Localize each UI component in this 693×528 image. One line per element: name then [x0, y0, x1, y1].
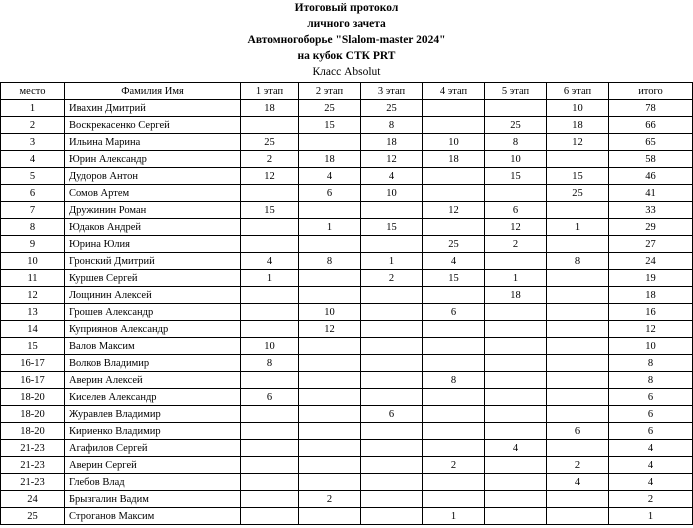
- table-row: [1, 321, 693, 338]
- stage-4-cell: [423, 219, 485, 236]
- stage-5-cell: 15: [485, 168, 547, 185]
- table-row: [1, 474, 693, 491]
- stage-2-cell: [299, 423, 361, 440]
- stage-2-cell: 1: [299, 219, 361, 236]
- stage-6-cell: [547, 151, 609, 168]
- stage-6-cell: 15: [547, 168, 609, 185]
- stage-4-cell: 6: [423, 304, 485, 321]
- name-cell: Гронский Дмитрий: [65, 253, 241, 270]
- stage-5-cell: [485, 355, 547, 372]
- stage-1-cell: 25: [241, 134, 299, 151]
- stage-6-cell: [547, 338, 609, 355]
- stage-2-cell: [299, 355, 361, 372]
- place-cell: 18-20: [1, 389, 65, 406]
- total-cell: 6: [609, 389, 693, 406]
- place-cell: 8: [1, 219, 65, 236]
- total-cell: 1: [609, 508, 693, 525]
- stage-3-cell: 25: [361, 100, 423, 117]
- stage-5-cell: [485, 389, 547, 406]
- total-cell: 33: [609, 202, 693, 219]
- total-cell: 41: [609, 185, 693, 202]
- stage-3-cell: 2: [361, 270, 423, 287]
- name-cell: Кириенко Владимир: [65, 423, 241, 440]
- place-cell: 11: [1, 270, 65, 287]
- stage-4-cell: 18: [423, 151, 485, 168]
- total-cell: 6: [609, 406, 693, 423]
- stage-1-cell: [241, 406, 299, 423]
- stage-2-cell: [299, 338, 361, 355]
- stage-5-cell: 12: [485, 219, 547, 236]
- stage-3-cell: [361, 508, 423, 525]
- total-cell: 4: [609, 457, 693, 474]
- stage-3-cell: [361, 304, 423, 321]
- stage-5-cell: [485, 321, 547, 338]
- stage-3-cell: [361, 355, 423, 372]
- stage-1-cell: 10: [241, 338, 299, 355]
- name-cell: Сомов Артем: [65, 185, 241, 202]
- place-cell: 21-23: [1, 440, 65, 457]
- name-cell: Валов Максим: [65, 338, 241, 355]
- place-cell: 7: [1, 202, 65, 219]
- total-cell: 66: [609, 117, 693, 134]
- place-cell: 16-17: [1, 372, 65, 389]
- name-cell: Юдаков Андрей: [65, 219, 241, 236]
- stage-2-cell: 12: [299, 321, 361, 338]
- name-cell: Брызгалин Вадим: [65, 491, 241, 508]
- name-cell: Юрина Юлия: [65, 236, 241, 253]
- stage-2-cell: [299, 236, 361, 253]
- stage-5-cell: [485, 185, 547, 202]
- table-row: [1, 236, 693, 253]
- stage-2-cell: 15: [299, 117, 361, 134]
- stage-4-cell: 4: [423, 253, 485, 270]
- stage-1-cell: [241, 304, 299, 321]
- place-cell: 21-23: [1, 474, 65, 491]
- stage-5-cell: [485, 406, 547, 423]
- stage-6-cell: 25: [547, 185, 609, 202]
- stage-3-cell: [361, 202, 423, 219]
- stage-2-cell: [299, 202, 361, 219]
- title-line-1: Итоговый протокол: [294, 2, 399, 14]
- stage-3-cell: 12: [361, 151, 423, 168]
- total-cell: 29: [609, 219, 693, 236]
- table-row: [1, 372, 693, 389]
- stage-4-cell: 25: [423, 236, 485, 253]
- stage-5-cell: [485, 491, 547, 508]
- stage-1-cell: 15: [241, 202, 299, 219]
- stage-5-cell: 18: [485, 287, 547, 304]
- table-row: [1, 355, 693, 372]
- stage-2-cell: [299, 508, 361, 525]
- stage-3-cell: 1: [361, 253, 423, 270]
- col-place: место: [1, 83, 65, 100]
- stage-3-cell: 6: [361, 406, 423, 423]
- stage-5-cell: [485, 338, 547, 355]
- stage-2-cell: [299, 457, 361, 474]
- table-row: [1, 406, 693, 423]
- total-cell: 58: [609, 151, 693, 168]
- table-row: [1, 338, 693, 355]
- stage-4-cell: [423, 321, 485, 338]
- stage-2-cell: [299, 134, 361, 151]
- name-cell: Куприянов Александр: [65, 321, 241, 338]
- stage-4-cell: [423, 100, 485, 117]
- stage-5-cell: 4: [485, 440, 547, 457]
- stage-4-cell: [423, 117, 485, 134]
- stage-5-cell: [485, 457, 547, 474]
- name-cell: Лощинин Алексей: [65, 287, 241, 304]
- col-stage-3: 3 этап: [361, 83, 423, 100]
- stage-3-cell: [361, 321, 423, 338]
- stage-4-cell: [423, 287, 485, 304]
- stage-1-cell: 18: [241, 100, 299, 117]
- stage-3-cell: [361, 389, 423, 406]
- stage-6-cell: [547, 508, 609, 525]
- stage-5-cell: 1: [485, 270, 547, 287]
- stage-4-cell: [423, 185, 485, 202]
- stage-2-cell: 4: [299, 168, 361, 185]
- stage-2-cell: [299, 440, 361, 457]
- table-row: [1, 219, 693, 236]
- stage-5-cell: [485, 372, 547, 389]
- total-cell: 24: [609, 253, 693, 270]
- col-stage-6: 6 этап: [547, 83, 609, 100]
- stage-5-cell: [485, 304, 547, 321]
- stage-1-cell: [241, 491, 299, 508]
- stage-5-cell: 2: [485, 236, 547, 253]
- class-label: Класс Absolut: [312, 66, 381, 78]
- stage-1-cell: [241, 457, 299, 474]
- stage-1-cell: [241, 321, 299, 338]
- name-cell: Аверин Сергей: [65, 457, 241, 474]
- stage-3-cell: 10: [361, 185, 423, 202]
- stage-2-cell: 2: [299, 491, 361, 508]
- stage-2-cell: [299, 372, 361, 389]
- stage-4-cell: [423, 491, 485, 508]
- table-row: [1, 423, 693, 440]
- name-cell: Глебов Влад: [65, 474, 241, 491]
- table-row: [1, 134, 693, 151]
- stage-3-cell: 4: [361, 168, 423, 185]
- stage-2-cell: 6: [299, 185, 361, 202]
- stage-1-cell: 6: [241, 389, 299, 406]
- stage-4-cell: 12: [423, 202, 485, 219]
- stage-3-cell: [361, 457, 423, 474]
- table-row: [1, 508, 693, 525]
- place-cell: 25: [1, 508, 65, 525]
- name-cell: Аверин Алексей: [65, 372, 241, 389]
- col-stage-2: 2 этап: [299, 83, 361, 100]
- table-row: [1, 117, 693, 134]
- table-row: [1, 253, 693, 270]
- stage-6-cell: 8: [547, 253, 609, 270]
- stage-1-cell: [241, 219, 299, 236]
- stage-6-cell: [547, 389, 609, 406]
- stage-6-cell: 4: [547, 474, 609, 491]
- stage-1-cell: [241, 423, 299, 440]
- stage-3-cell: [361, 287, 423, 304]
- stage-6-cell: 10: [547, 100, 609, 117]
- place-cell: 13: [1, 304, 65, 321]
- place-cell: 24: [1, 491, 65, 508]
- col-total: итого: [609, 83, 693, 100]
- name-cell: Ивахин Дмитрий: [65, 100, 241, 117]
- stage-4-cell: 15: [423, 270, 485, 287]
- place-cell: 2: [1, 117, 65, 134]
- place-cell: 1: [1, 100, 65, 117]
- title-line-3: Автомногоборье "Slalom-master 2024": [247, 34, 446, 46]
- table-row: [1, 389, 693, 406]
- stage-6-cell: [547, 321, 609, 338]
- place-cell: 14: [1, 321, 65, 338]
- stage-6-cell: 18: [547, 117, 609, 134]
- name-cell: Куршев Сергей: [65, 270, 241, 287]
- stage-6-cell: 6: [547, 423, 609, 440]
- stage-1-cell: [241, 474, 299, 491]
- table-row: [1, 151, 693, 168]
- name-cell: Дудоров Антон: [65, 168, 241, 185]
- stage-1-cell: [241, 117, 299, 134]
- col-stage-4: 4 этап: [423, 83, 485, 100]
- total-cell: 46: [609, 168, 693, 185]
- place-cell: 16-17: [1, 355, 65, 372]
- total-cell: 19: [609, 270, 693, 287]
- total-cell: 10: [609, 338, 693, 355]
- place-cell: 21-23: [1, 457, 65, 474]
- stage-6-cell: [547, 304, 609, 321]
- stage-4-cell: [423, 423, 485, 440]
- stage-4-cell: [423, 474, 485, 491]
- table-row: [1, 270, 693, 287]
- name-cell: Киселев Александр: [65, 389, 241, 406]
- stage-1-cell: 12: [241, 168, 299, 185]
- stage-3-cell: [361, 236, 423, 253]
- total-cell: 4: [609, 440, 693, 457]
- place-cell: 12: [1, 287, 65, 304]
- table-header-row: [1, 83, 693, 100]
- table-row: [1, 100, 693, 117]
- stage-2-cell: [299, 389, 361, 406]
- stage-1-cell: [241, 185, 299, 202]
- place-cell: 9: [1, 236, 65, 253]
- stage-2-cell: [299, 270, 361, 287]
- stage-6-cell: 12: [547, 134, 609, 151]
- stage-1-cell: [241, 440, 299, 457]
- stage-6-cell: [547, 372, 609, 389]
- place-cell: 10: [1, 253, 65, 270]
- table-row: [1, 202, 693, 219]
- stage-6-cell: [547, 491, 609, 508]
- name-cell: Грошев Александр: [65, 304, 241, 321]
- stage-2-cell: 18: [299, 151, 361, 168]
- name-cell: Журавлев Владимир: [65, 406, 241, 423]
- total-cell: 6: [609, 423, 693, 440]
- table-body: [1, 100, 693, 525]
- title-line-4: на кубок СТК PRT: [297, 50, 396, 62]
- name-cell: Агафилов Сергей: [65, 440, 241, 457]
- protocol-header: [0, 0, 693, 80]
- name-cell: Волков Владимир: [65, 355, 241, 372]
- place-cell: 18-20: [1, 423, 65, 440]
- stage-1-cell: [241, 287, 299, 304]
- stage-5-cell: [485, 100, 547, 117]
- total-cell: 4: [609, 474, 693, 491]
- stage-6-cell: [547, 236, 609, 253]
- table-row: [1, 491, 693, 508]
- stage-1-cell: 8: [241, 355, 299, 372]
- stage-1-cell: 4: [241, 253, 299, 270]
- stage-6-cell: [547, 440, 609, 457]
- stage-4-cell: 2: [423, 457, 485, 474]
- table-row: [1, 287, 693, 304]
- stage-5-cell: 25: [485, 117, 547, 134]
- total-cell: 2: [609, 491, 693, 508]
- stage-3-cell: [361, 474, 423, 491]
- total-cell: 16: [609, 304, 693, 321]
- name-cell: Строганов Максим: [65, 508, 241, 525]
- stage-5-cell: 6: [485, 202, 547, 219]
- total-cell: 8: [609, 372, 693, 389]
- title-line-2: личного зачета: [307, 18, 386, 30]
- stage-6-cell: [547, 355, 609, 372]
- stage-6-cell: 1: [547, 219, 609, 236]
- place-cell: 5: [1, 168, 65, 185]
- place-cell: 3: [1, 134, 65, 151]
- stage-5-cell: 10: [485, 151, 547, 168]
- col-name: Фамилия Имя: [65, 83, 241, 100]
- place-cell: 15: [1, 338, 65, 355]
- stage-4-cell: [423, 406, 485, 423]
- stage-1-cell: [241, 372, 299, 389]
- stage-1-cell: 2: [241, 151, 299, 168]
- name-cell: Воскрекасенко Сергей: [65, 117, 241, 134]
- stage-6-cell: [547, 270, 609, 287]
- col-stage-1: 1 этап: [241, 83, 299, 100]
- stage-5-cell: 8: [485, 134, 547, 151]
- place-cell: 18-20: [1, 406, 65, 423]
- stage-3-cell: 15: [361, 219, 423, 236]
- stage-6-cell: [547, 202, 609, 219]
- place-cell: 6: [1, 185, 65, 202]
- stage-4-cell: 1: [423, 508, 485, 525]
- stage-4-cell: 10: [423, 134, 485, 151]
- stage-4-cell: [423, 338, 485, 355]
- name-cell: Ильина Марина: [65, 134, 241, 151]
- stage-3-cell: [361, 338, 423, 355]
- total-cell: 18: [609, 287, 693, 304]
- table-row: [1, 457, 693, 474]
- stage-4-cell: [423, 389, 485, 406]
- stage-2-cell: 10: [299, 304, 361, 321]
- stage-5-cell: [485, 253, 547, 270]
- place-cell: 4: [1, 151, 65, 168]
- total-cell: 78: [609, 100, 693, 117]
- stage-3-cell: [361, 440, 423, 457]
- stage-2-cell: 25: [299, 100, 361, 117]
- stage-4-cell: [423, 440, 485, 457]
- stage-3-cell: [361, 491, 423, 508]
- stage-4-cell: [423, 355, 485, 372]
- results-table: [0, 82, 693, 525]
- stage-2-cell: [299, 287, 361, 304]
- stage-2-cell: 8: [299, 253, 361, 270]
- total-cell: 12: [609, 321, 693, 338]
- stage-1-cell: [241, 508, 299, 525]
- stage-4-cell: 8: [423, 372, 485, 389]
- table-row: [1, 440, 693, 457]
- col-stage-5: 5 этап: [485, 83, 547, 100]
- stage-6-cell: [547, 406, 609, 423]
- stage-2-cell: [299, 406, 361, 423]
- stage-5-cell: [485, 508, 547, 525]
- stage-5-cell: [485, 474, 547, 491]
- total-cell: 8: [609, 355, 693, 372]
- total-cell: 65: [609, 134, 693, 151]
- table-row: [1, 168, 693, 185]
- stage-2-cell: [299, 474, 361, 491]
- stage-1-cell: 1: [241, 270, 299, 287]
- name-cell: Юрин Александр: [65, 151, 241, 168]
- stage-4-cell: [423, 168, 485, 185]
- stage-1-cell: [241, 236, 299, 253]
- stage-3-cell: [361, 372, 423, 389]
- stage-5-cell: [485, 423, 547, 440]
- total-cell: 27: [609, 236, 693, 253]
- table-row: [1, 304, 693, 321]
- table-row: [1, 185, 693, 202]
- stage-6-cell: [547, 287, 609, 304]
- stage-3-cell: [361, 423, 423, 440]
- stage-3-cell: 18: [361, 134, 423, 151]
- stage-6-cell: 2: [547, 457, 609, 474]
- stage-3-cell: 8: [361, 117, 423, 134]
- name-cell: Дружинин Роман: [65, 202, 241, 219]
